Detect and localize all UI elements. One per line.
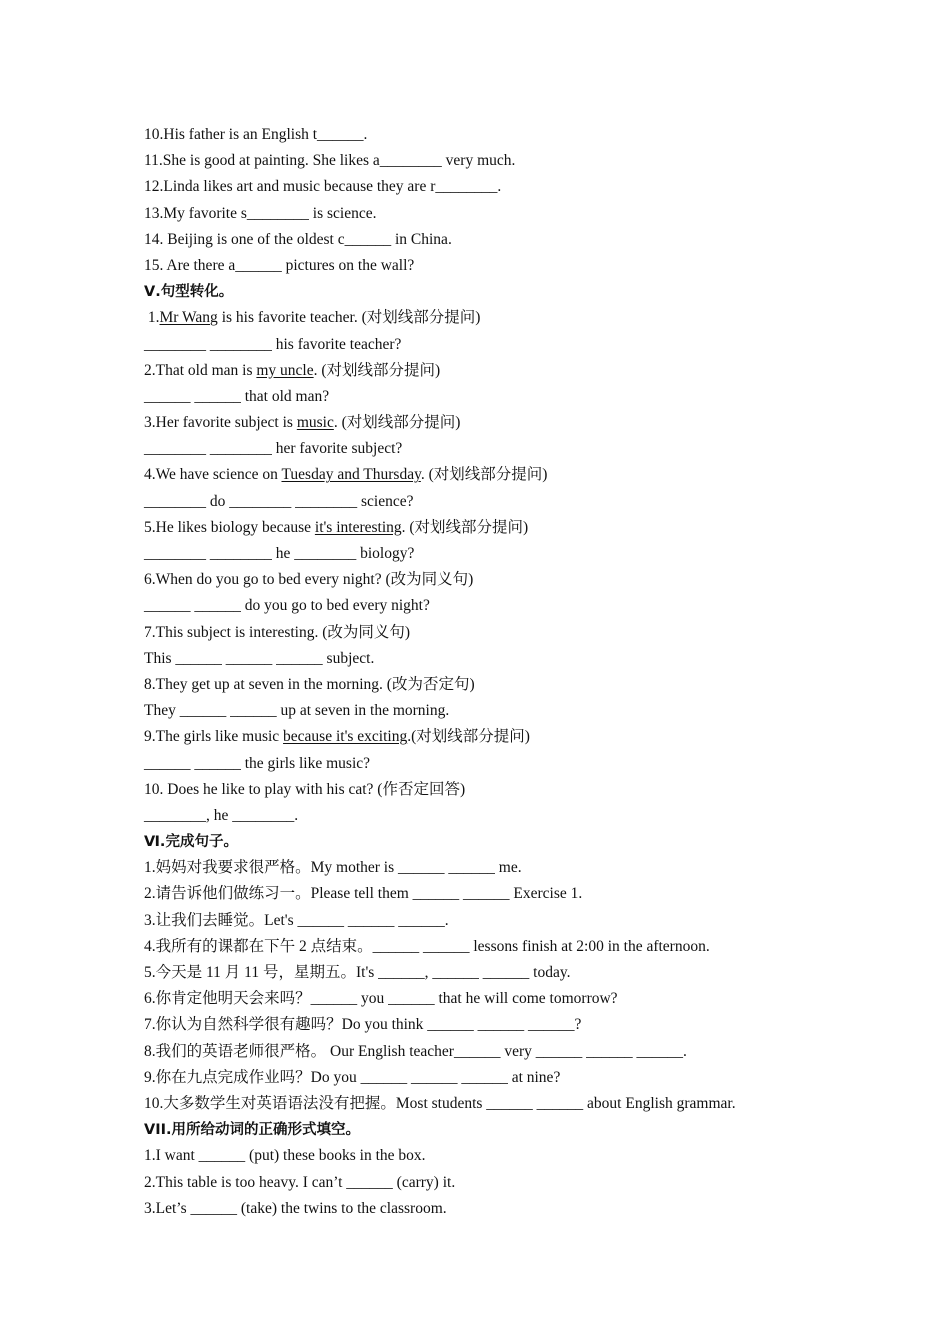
question-line: 2.This table is too heavy. I can’t ______ (carry) it. [144, 1173, 456, 1191]
answer-line: ________, he ________. [144, 806, 299, 824]
question-text: . (对划线部分提问) [401, 518, 529, 536]
question-line: 11.She is good at painting. She likes a________ very much. [144, 152, 516, 170]
question-text: 1. [144, 309, 160, 327]
answer-line: ________ ________ he ________ biology? [144, 545, 415, 562]
answer-line: ______ ______ that old man? [144, 387, 330, 405]
question-line: 9.你在九点完成作业吗？Do you ______ ______ ______ at nine? [144, 1068, 561, 1086]
question-text: 4.We have science on [144, 466, 282, 484]
question-text: is his favorite teacher. (对划线部分提问) [217, 309, 481, 327]
question-line: 8.我们的英语老师很严格。 Our English teacher______ very ______ ______ ______. [144, 1042, 687, 1060]
question-line: 3.让我们去睡觉。Let's ______ ______ ______. [144, 911, 449, 929]
question-line: 7.This subject is interesting. (改为同义句) [144, 623, 411, 641]
underlined-phrase: my uncle [256, 361, 314, 379]
question-text: 9.The girls like music [144, 728, 284, 746]
question-line: 6.你肯定他明天会来吗？______ you ______ that he will come tomorrow? [144, 990, 618, 1008]
underlined-phrase: Tuesday and Thursday [281, 466, 421, 484]
question-line: 10. Does he like to play with his cat? (作否定回答) [144, 780, 466, 798]
question-text: 2.That old man is [144, 361, 257, 379]
underlined-phrase: Mr Wang [159, 309, 218, 327]
question-line: 3.Let’s ______ (take) the twins to the classroom. [144, 1199, 447, 1217]
question-line [144, 305, 844, 331]
answer-line: ________ ________ his favorite teacher? [144, 335, 402, 353]
question-line: 4.我所有的课都在下午 2 点结束。______ ______ lessons finish at 2:00 in the afternoon. [144, 937, 710, 955]
section-heading-v: Ⅴ.句型转化。 [144, 284, 234, 301]
worksheet-content [144, 122, 844, 1222]
question-line [144, 358, 844, 384]
question-text: .(对划线部分提问) [407, 728, 530, 746]
question-line [144, 462, 844, 488]
question-line: 5.今天是 11 月 11 号，星期五。It's ______, ______ ______ today. [144, 964, 571, 981]
question-text: . (对划线部分提问) [420, 466, 548, 484]
underlined-phrase: because it's exciting [283, 728, 408, 746]
answer-line: ________ do ________ ________ science? [144, 492, 414, 510]
question-line: 6.When do you go to bed every night? (改为同义句) [144, 571, 474, 589]
question-line: 10.His father is an English t______. [144, 126, 368, 143]
question-line: 7.你认为自然科学很有趣吗？Do you think ______ ______ ______? [144, 1016, 582, 1034]
question-line: 10.大多数学生对英语语法没有把握。Most students ______ ______ about English grammar. [144, 1094, 736, 1112]
question-text: . (对划线部分提问) [333, 414, 461, 432]
question-text: 5.He likes biology because [144, 518, 315, 536]
underlined-phrase: music [296, 414, 334, 432]
question-line: 2.请告诉他们做练习一。Please tell them ______ ______ Exercise 1. [144, 885, 583, 903]
underlined-phrase: it's interesting [314, 518, 402, 536]
section-heading-vi: Ⅵ.完成句子。 [144, 834, 238, 851]
question-line: 8.They get up at seven in the morning. (改为否定句) [144, 675, 475, 693]
question-line: 13.My favorite s________ is science. [144, 204, 377, 222]
question-text: . (对划线部分提问) [313, 361, 441, 379]
answer-line: They ______ ______ up at seven in the morning. [144, 702, 450, 720]
question-line: 1.I want ______ (put) these books in the box. [144, 1147, 426, 1165]
question-line [144, 724, 844, 750]
question-line: 14. Beijing is one of the oldest c______ in China. [144, 230, 452, 248]
section-heading-vii: VII.用所给动词的正确形式填空。 [144, 1122, 361, 1139]
answer-line: ______ ______ the girls like music? [144, 754, 371, 772]
question-line: 12.Linda likes art and music because they are r________. [144, 178, 502, 196]
question-line [144, 515, 844, 541]
question-line: 15. Are there a______ pictures on the wall? [144, 256, 415, 274]
question-line [144, 410, 844, 436]
question-line: 1.妈妈对我要求很严格。My mother is ______ ______ me. [144, 859, 522, 877]
answer-line: ________ ________ her favorite subject? [144, 440, 403, 458]
answer-line: This ______ ______ ______ subject. [144, 649, 375, 667]
answer-line: ______ ______ do you go to bed every night? [144, 597, 430, 615]
question-text: 3.Her favorite subject is [144, 414, 297, 432]
